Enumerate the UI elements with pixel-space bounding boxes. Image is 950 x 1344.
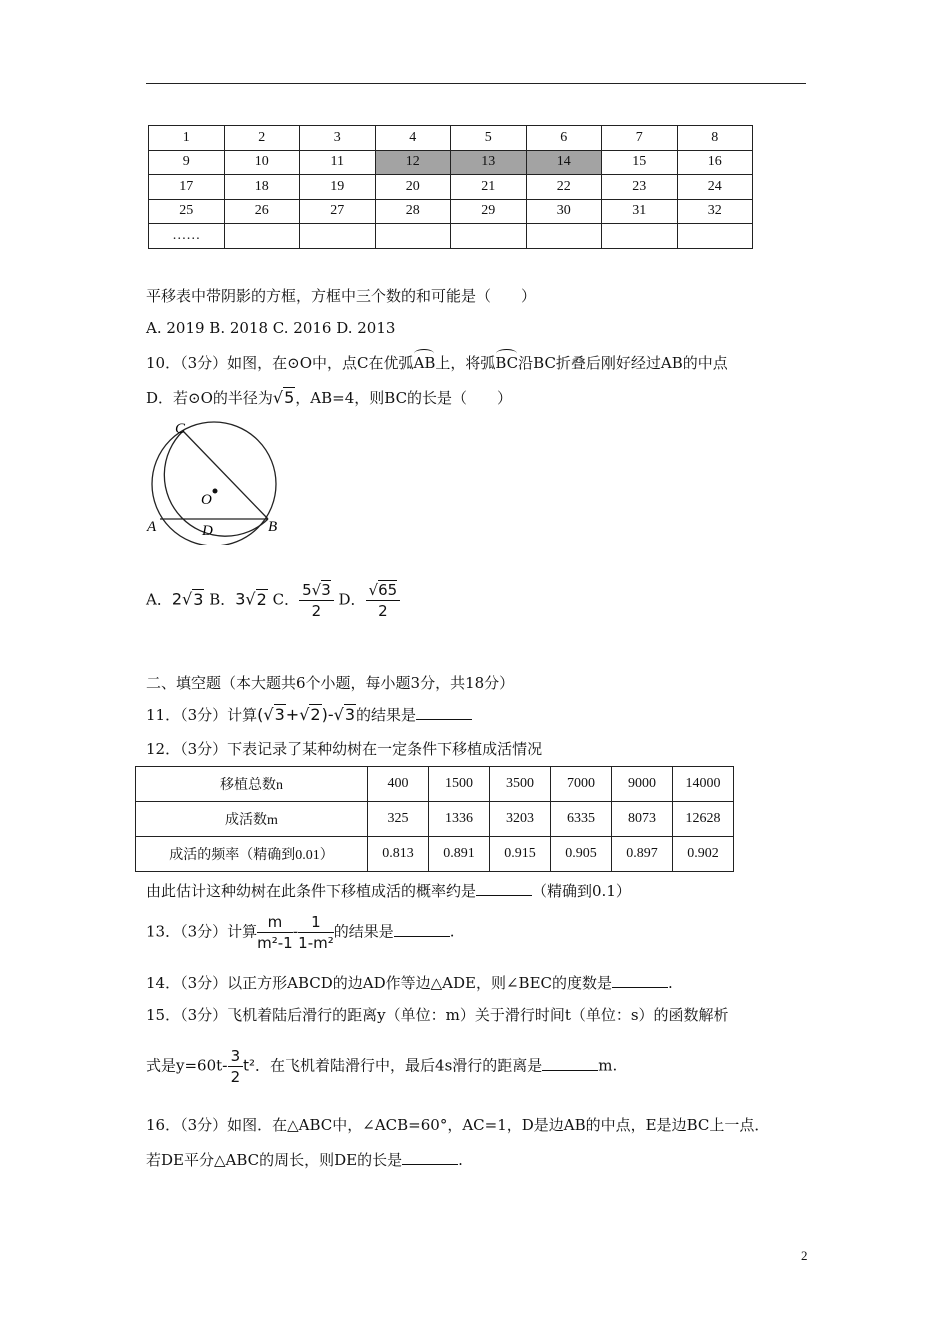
grid-cell: 12: [375, 150, 451, 175]
q14-answer-blank[interactable]: [612, 973, 668, 988]
chord-bc: [183, 431, 268, 519]
grid-cell: 11: [300, 150, 376, 175]
grid-cell: 32: [677, 199, 753, 224]
survival-cell: 14000: [673, 767, 734, 802]
opt-c-fraction: $\frac{5√3}{2}$: [299, 580, 334, 621]
q11-result-text: 的结果是: [356, 706, 417, 724]
grid-cell: 7: [602, 126, 678, 151]
q14: 14．（3分）以正方形ABCD的边AD作等边△ADE，则∠BEC的度数是 .: [146, 974, 673, 992]
grid-cell: 23: [602, 175, 678, 200]
grid-cell: [300, 224, 376, 249]
q15-fraction: $\frac{3}{2}$: [228, 1046, 244, 1087]
survival-cell: 1500: [429, 767, 490, 802]
survival-cell: 8073: [612, 802, 673, 837]
opt-c-label: C．: [272, 590, 300, 609]
q12-intro: 12．（3分）下表记录了某种幼树在一定条件下移植成活情况: [146, 740, 543, 758]
grid-cell: 21: [451, 175, 527, 200]
center-dot: [213, 489, 218, 494]
survival-cell: 0.905: [551, 837, 612, 872]
q9-options: A. 2019 B. 2018 C. 2016 D. 2013: [146, 319, 396, 337]
q11-text: 11．（3分）计算: [146, 706, 258, 724]
grid-cell: 25: [149, 199, 225, 224]
grid-cell: 22: [526, 175, 602, 200]
opt-a-value: 2√3: [171, 589, 204, 609]
opt-d-fraction: $\frac{√65}{2}$: [366, 580, 401, 621]
opt-d-label: D．: [338, 590, 366, 609]
grid-cell: [526, 224, 602, 249]
label-d: D: [202, 523, 213, 539]
survival-cell: 6335: [551, 802, 612, 837]
grid-cell: 13: [451, 150, 527, 175]
q11: [146, 704, 472, 725]
grid-cell: 19: [300, 175, 376, 200]
survival-cell: 3203: [490, 802, 551, 837]
opt-a-label: A．: [146, 590, 172, 609]
q13-fraction-1: $\frac{m}{\text{m²-1}}$: [257, 913, 293, 952]
grid-cell: ……: [149, 224, 225, 249]
q9-text: 平移表中带阴影的方框，方框中三个数的和可能是（ ）: [146, 287, 537, 305]
q10-line2: [146, 387, 512, 408]
grid-cell: [677, 224, 753, 249]
grid-cell: 18: [224, 175, 300, 200]
grid-cell: 4: [375, 126, 451, 151]
grid-cell: 8: [677, 126, 753, 151]
survival-row-header: 成活的频率（精确到0.01）: [136, 837, 368, 872]
grid-cell: [375, 224, 451, 249]
survival-row: [136, 767, 734, 802]
grid-cell: 24: [677, 175, 753, 200]
grid-cell: 28: [375, 199, 451, 224]
label-c: C: [175, 421, 186, 437]
label-o: O: [201, 492, 212, 508]
grid-cell: 3: [300, 126, 376, 151]
grid-row: [149, 175, 753, 200]
survival-cell: 0.813: [368, 837, 429, 872]
q16-line1: 16．（3分）如图．在△ABC中，∠ACB=60°，AC=1，D是边AB的中点，E是边BC上一点．: [146, 1116, 770, 1134]
arc-bc: BC: [495, 354, 519, 372]
survival-cell: 0.897: [612, 837, 673, 872]
q10-line1-a: 10．（3分）如图，在⊙O中，点C在优弧: [146, 354, 414, 372]
survival-cell: 325: [368, 802, 429, 837]
q15-answer-blank[interactable]: [542, 1056, 598, 1071]
grid-row: [149, 126, 753, 151]
q16-answer-blank[interactable]: [402, 1150, 458, 1165]
q10-line2-b: ，AB=4，则BC的长是（ ）: [295, 389, 513, 407]
survival-row-header: 成活数m: [136, 802, 368, 837]
grid-cell: 9: [149, 150, 225, 175]
grid-cell: 10: [224, 150, 300, 175]
survival-cell: 3500: [490, 767, 551, 802]
q15-line2: 式是y=60t- $\frac{3}{2}$ t²．在飞机着陆滑行中，最后4s滑行的距离是 m.: [146, 1047, 618, 1086]
q12-answer-blank[interactable]: [476, 881, 532, 896]
opt-b-label: B．: [209, 590, 236, 609]
grid-cell: 31: [602, 199, 678, 224]
q11-answer-blank[interactable]: [416, 705, 472, 720]
grid-cell: 20: [375, 175, 451, 200]
header-rule: [146, 83, 806, 84]
circle-figure: [140, 415, 290, 545]
grid-cell: 14: [526, 150, 602, 175]
q16-line2: 若DE平分△ABC的周长，则DE的长是 .: [146, 1151, 463, 1169]
q10-options: [146, 580, 400, 621]
survival-cell: 7000: [551, 767, 612, 802]
q10-line2-a: D．若⊙O的半径为: [146, 389, 273, 407]
section-2-heading: 二、填空题（本大题共6个小题，每小题3分，共18分）: [146, 674, 515, 692]
q12-conclusion: 由此估计这种幼树在此条件下移植成活的概率约是 （精确到0.1）: [146, 882, 631, 900]
grid-row: [149, 224, 753, 249]
survival-cell: 12628: [673, 802, 734, 837]
grid-cell: 6: [526, 126, 602, 151]
survival-row-header: 移植总数n: [136, 767, 368, 802]
grid-row: [149, 199, 753, 224]
survival-row: [136, 837, 734, 872]
q11-expr: (√3+√2)-√3: [257, 705, 355, 724]
q15-line1: 15．（3分）飞机着陆后滑行的距离y（单位：m）关于滑行时间t（单位：s）的函数解析: [146, 1006, 729, 1024]
label-b: B: [268, 519, 278, 535]
survival-cell: 1336: [429, 802, 490, 837]
label-a: A: [147, 519, 157, 535]
q13-fraction-2: $\frac{1}{\text{1-m²}}$: [298, 913, 334, 952]
grid-cell: 30: [526, 199, 602, 224]
opt-b-value: 3√2: [235, 589, 267, 609]
survival-cell: 9000: [612, 767, 673, 802]
circle-o: [152, 422, 276, 545]
q13: 13．（3分）计算 $\frac{m}{\text{m²-1}}$ - $\frac{1}{\text{1-m²}}$ 的结果是 .: [146, 913, 455, 952]
grid-row: [149, 150, 753, 175]
survival-row: [136, 802, 734, 837]
grid-cell: 27: [300, 199, 376, 224]
survival-cell: 0.902: [673, 837, 734, 872]
grid-cell: [602, 224, 678, 249]
folded-arc: [164, 431, 268, 536]
q10-line1-c: 沿BC折叠后刚好经过AB的中点: [518, 354, 728, 372]
number-grid-table: [148, 125, 753, 249]
arc-ab: AB: [413, 354, 436, 372]
q10-line1: [146, 352, 728, 373]
grid-cell: 5: [451, 126, 527, 151]
q10-line1-b: 上，将弧: [435, 354, 496, 372]
grid-cell: 26: [224, 199, 300, 224]
sqrt-5: √5: [272, 388, 295, 407]
q13-answer-blank[interactable]: [394, 922, 450, 937]
survival-cell: 0.915: [490, 837, 551, 872]
grid-cell: [224, 224, 300, 249]
survival-cell: 400: [368, 767, 429, 802]
survival-cell: 0.891: [429, 837, 490, 872]
grid-cell: [451, 224, 527, 249]
grid-cell: 16: [677, 150, 753, 175]
grid-cell: 15: [602, 150, 678, 175]
grid-cell: 2: [224, 126, 300, 151]
grid-cell: 1: [149, 126, 225, 151]
grid-cell: 17: [149, 175, 225, 200]
survival-table: [135, 766, 734, 872]
grid-cell: 29: [451, 199, 527, 224]
page-number: 2: [801, 1248, 808, 1263]
